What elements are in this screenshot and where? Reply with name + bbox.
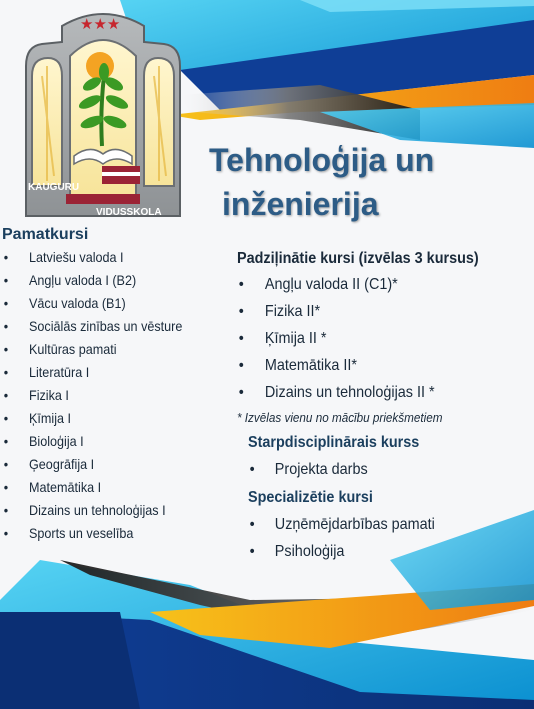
list-item: • Latviešu valoda I xyxy=(2,246,211,269)
list-item: • Matemātika I xyxy=(2,476,211,499)
list-item: • Vācu valoda (B1) xyxy=(2,292,211,315)
list-item: • Kultūras pamati xyxy=(2,338,211,361)
basic-courses-list xyxy=(2,246,234,545)
list-item: • Uzņēmējdarbības pamati xyxy=(237,511,498,538)
school-logo xyxy=(22,6,184,220)
poster-title xyxy=(209,138,449,226)
list-item: • Ķīmija II * xyxy=(237,325,498,352)
basic-courses-heading: Pamatkursi xyxy=(2,226,89,243)
list-item: • Ķīmija I xyxy=(2,407,211,430)
list-item: • Angļu valoda I (B2) xyxy=(2,269,211,292)
list-item: • Matemātika II* xyxy=(237,352,498,379)
list-item: • Sociālās zinības un vēsture xyxy=(2,315,211,338)
poster-title-line2: inženierija xyxy=(222,186,379,222)
list-item: • Literatūra I xyxy=(2,361,211,384)
logo-text-vidusskola: VIDUSSKOLA xyxy=(96,207,162,218)
specialized-heading: Specializētie kursi xyxy=(248,489,373,506)
list-item: • Ģeogrāfija I xyxy=(2,453,211,476)
choice-note: * Izvēlas vienu no mācību priekšmetiem xyxy=(237,410,443,425)
list-item: • Bioloģija I xyxy=(2,430,211,453)
list-item: • Sports un veselība xyxy=(2,522,211,545)
list-item: • Psiholoģija xyxy=(237,538,498,565)
list-item: • Fizika I xyxy=(2,384,211,407)
advanced-courses-list xyxy=(237,271,527,406)
advanced-courses xyxy=(237,247,527,565)
list-item: • Dizains un tehnoloģijas II * xyxy=(237,379,498,406)
list-item: • Fizika II* xyxy=(237,298,498,325)
list-item: • Dizains un tehnoloģijas I xyxy=(2,499,211,522)
list-item: • Angļu valoda II (C1)* xyxy=(237,271,498,298)
poster-title-line1: Tehnoloģija un xyxy=(209,142,435,178)
interdisciplinary-list xyxy=(237,456,527,483)
stars-icon: ★★★ xyxy=(80,15,121,33)
specialized-list xyxy=(237,511,527,565)
interdisciplinary-heading: Starpdisciplinārais kurss xyxy=(248,434,420,451)
basic-courses xyxy=(2,224,234,545)
advanced-courses-heading: Padziļinātie kursi (izvēlas 3 kursus) xyxy=(237,250,479,267)
list-item: • Projekta darbs xyxy=(237,456,498,483)
logo-text-kauguru: KAUGURU xyxy=(28,182,80,193)
